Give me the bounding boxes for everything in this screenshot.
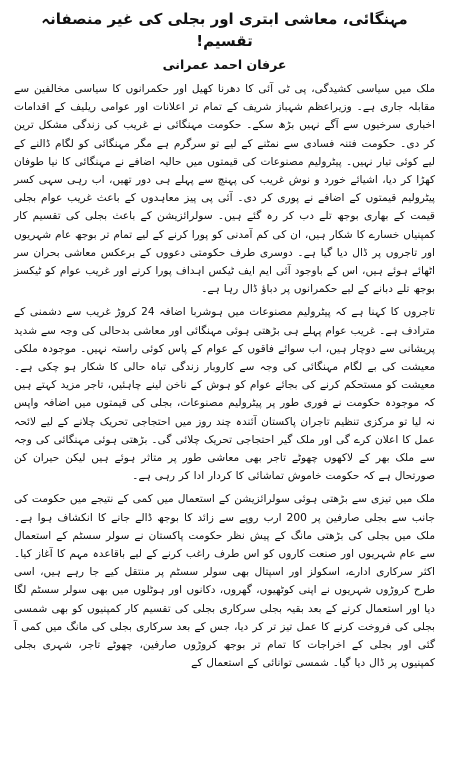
article-author: عرفان احمد عمرانی [162,57,287,72]
article-headline: مہنگائی، معاشی ابتری اور بجلی کی غیر منصفانہ تقسیم! [41,10,408,50]
article-paragraph-1: ملک میں سیاسی کشیدگی، پی ٹی آئی کا دھرنا کھیل اور حکمرانوں کا سیاسی مخالفین سے مقابلہ جاری ہے۔ وزیراعظم شہباز شریف کے تمام تر اعلانات اور عوامی ریلیف کے اقدامات اخباری سرخیوں سے آگے نہیں بڑھ سکے۔ حکومت مہنگائی نے غریب کی زندگی مشکل ترین کر دی۔ حکومت فتنہ فسادی سے نمٹنے کے لیے تو سرگرم ہے مگر مہنگائی کو لگام ڈالنے کے لیے کوئی تیار نہیں۔ پیٹرولیم مصنوعات کی قیمتوں میں حالیہ اضافے نے مہنگائی کا نیا طوفان کھڑا کر دیا، اشیائے خورد و نوش غریب کی پہنچ سے پہلے ہی دور تھیں، اب رہی سہی کسر پیٹرولیم قیمتوں کے اضافے نے پوری کر دی۔ آئی پی پیز معاہدوں کے باعث غریب عوام بجلی قیمت کے بھاری بوجھ تلے دب کر رہ گئے ہیں۔ سولرائزیشن کے باعث بجلی کی تقسیم کار کمپنیاں خسارے کا شکار ہیں، ان کی کم آمدنی کو پورا کرنے کے لیے تمام تر بوجھ عام شہریوں اور تاجروں پر ڈال دیا گیا ہے۔ دوسری طرف حکومتی دعووں کے برعکس معاشی بحران سر اٹھائے ہوئے ہیں، اس کے باوجود آئی ایم ایف ٹیکس اہداف پورا کرنے اور غریب عوام کو ٹیکسز بوجھ تلے دبانے کے لیے حکمرانوں پر دباؤ ڈال رہا ہے۔ [14,83,435,296]
article-paragraph-2: تاجروں کا کہنا ہے کہ پیٹرولیم مصنوعات میں ہوشربا اضافہ 24 کروڑ غریب سے دشمنی کے مترادف ہے۔ غریب عوام پہلے ہی بڑھتی ہوئی مہنگائی اور معاشی بدحالی کی وجہ سے شدید پریشانی سے دوچار ہیں، اب سوائے فاقوں کے عوام کے پاس کوئی راستہ نہیں۔ موجودہ ملکی معیشت کی بے لگام مہنگائی کی وجہ سے کاروبار زندگی تباہ حالی کا شکار ہو چکی ہے۔ معیشت کو مستحکم کرنے کی بجائے عوام کو ہوش کے ناخن لینے چاہئیں، تاجر مزید کہتے ہیں کہ موجودہ حکومت نے فوری طور پر پیٹرولیم مصنوعات، بجلی کی قیمتوں میں اضافہ واپس نہ لیا تو مرکزی تنظیم تاجران پاکستان آئندہ چند روز میں احتجاجی تحریک چلانے کے لیے لائحہ عمل کا اعلان کرے گی اور ملک گیر احتجاجی تحریک چلائی گی۔ بڑھتی ہوئی مہنگائی کی وجہ سے ملک بھر کے لاکھوں چھوٹے تاجر بھی معاشی طور پر متاثر ہوئے ہیں لیکن حیران کن صورتحال ہے کہ حکومت خاموش تماشائی کا کردار ادا کر رہی ہے۔ [14,306,435,483]
article-body [14,80,435,673]
article-paragraph-3: ملک میں تیزی سے بڑھتی ہوئی سولرائزیشن کے استعمال میں کمی کے نتیجے میں حکومت کی جانب سے بجلی صارفین پر 200 ارب روپے سے زائد کا بوجھ ڈالے جانے کا انکشاف ہوا ہے۔ ملک میں بجلی کی بڑھتی مانگ کے پیش نظر حکومت پاکستان نے سولر سسٹم کے استعمال سے عام شہریوں اور صنعت کاروں کو اس طرف راغب کرنے کے لیے باقاعدہ مہم کا آغاز کیا۔ اکثر سرکاری ادارے، اسکولز اور اسپتال بھی سولر سسٹم پر منتقل کیے جا رہے ہیں، اسی طرح کروڑوں شہریوں نے اپنی کوٹھیوں، گھروں، دکانوں اور ہوٹلوں میں بھی سولر سسٹم لگا دیا اور استعمال کرنے کے بعد بقیہ بجلی سرکاری بجلی کی تقسیم کار کمپنیوں کو بھی شمسی بجلی کی فروخت کرنے کا عمل تیز تر کر دیا، جس کے بعد سرکاری بجلی کی مانگ میں کمی آ گئی اور بجلی کے اخراجات کا تمام تر بوجھ کروڑوں صارفین، چھوٹے تاجر، شہری بجلی کمپنیوں پر ڈال دیا گیا۔ شمسی توانائی کے استعمال کے [14,493,435,670]
